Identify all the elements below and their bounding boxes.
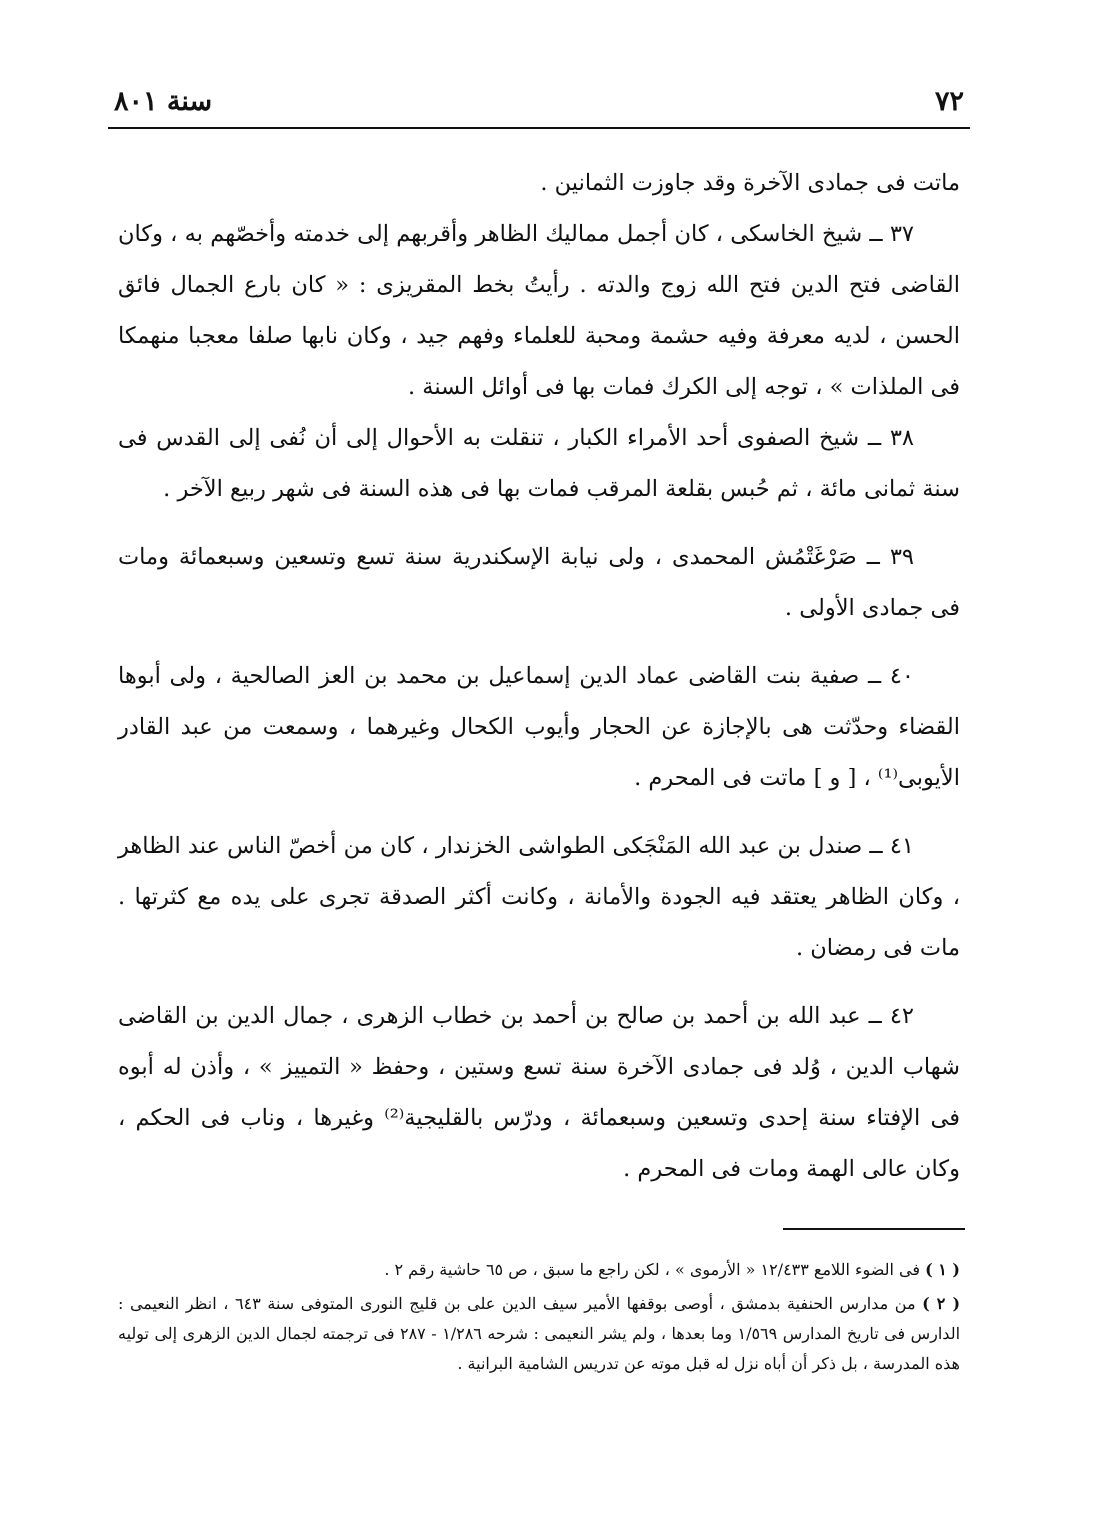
main-text — [118, 158, 960, 1195]
page-header — [108, 82, 970, 128]
footnote-number: ( ٢ ) — [922, 1294, 961, 1313]
footnote-1 — [118, 1255, 960, 1285]
footnote-rule — [783, 1228, 965, 1230]
footnote-text: من مدارس الحنفية بدمشق ، أوصى بوقفها الأمير سيف الدين على بن قليج النورى المتوفى سنة ٦٤٣ ، انظر النعيمى : الدارس فى تاريخ المدارس ١/٥٦٩ وما بعدها ، ولم يشر النعيمى : شرحه ١/٢٨٦ - ٢٨٧ فى ترجمته لجمال الدين الزهرى إلى توليه هذه المدرسة ، بل ذكر أن أباه نزل له قبل موته عن تدريس الشامية البرانية . — [118, 1294, 961, 1373]
entry-37: ٣٧ ــ شيخ الخاسكى ، كان أجمل مماليك الظاهر وأقربهم إلى خدمته وأخصّهم به ، وكان القاضى فتح الدين فتح الله زوج والدته . رأيتُ بخط المقريزى : « كان بارع الجمال فائق الحسن ، لديه معرفة وفيه حشمة ومحبة للعلماء وفهم جيد ، وكان نابها صلفا معجبا منهمكا فى الملذات » ، توجه إلى الكرك فمات بها فى أوائل السنة . — [118, 221, 960, 400]
entry-40: ٤٠ ــ صفية بنت القاضى عماد الدين إسماعيل بن محمد بن العز الصالحية ، ولى أبوها القضاء وحدّثت هى بالإجازة عن الحجار وأيوب الكحال وغيرهما ، وسمعت من عبد القادر الأيوبى⁽¹⁾ ، [ و ] ماتت فى المحرم . — [118, 663, 960, 791]
page-number: ٧٢ — [934, 86, 964, 117]
footnotes — [118, 1255, 960, 1383]
running-head-year: سنة ٨٠١ — [114, 86, 213, 117]
entry-41: ٤١ ــ صندل بن عبد الله المَنْجَكى الطواشى الخزندار ، كان من أخصّ الناس عند الظاهر ، وكان الظاهر يعتقد فيه الجودة والأمانة ، وكانت أكثر الصدقة تجرى على يده مع كثرتها . مات فى رمضان . — [118, 833, 960, 961]
entry-42: ٤٢ ــ عبد الله بن أحمد بن صالح بن أحمد بن خطاب الزهرى ، جمال الدين بن القاضى شهاب الدين ، وُلد فى جمادى الآخرة سنة تسع وستين ، وحفظ « التمييز » ، وأذن له أبوه فى الإفتاء سنة إحدى وتسعين وسبعمائة ، ودرّس بالقليجية⁽²⁾ وغيرها ، وناب فى الحكم ، وكان عالى الهمة ومات فى المحرم . — [118, 1003, 960, 1182]
entry-39: ٣٩ ــ صَرْغَتْمُش المحمدى ، ولى نيابة الإسكندرية سنة تسع وتسعين وسبعمائة ومات فى جمادى الأولى . — [118, 544, 960, 621]
paragraph-continuation: ماتت فى جمادى الآخرة وقد جاوزت الثمانين . — [540, 170, 960, 196]
footnote-number: ( ١ ) — [925, 1260, 960, 1279]
footnote-text: فى الضوء اللامع ١٢/٤٣٣ « الأرموى » ، لكن راجع ما سبق ، ص ٦٥ حاشية رقم ٢ . — [384, 1260, 921, 1279]
entry-38: ٣٨ ــ شيخ الصفوى أحد الأمراء الكبار ، تنقلت به الأحوال إلى أن نُفى إلى القدس فى سنة ثمانى مائة ، ثم حُبس بقلعة المرقب فمات بها فى هذه السنة فى شهر ربيع الآخر . — [118, 425, 960, 502]
footnote-2 — [118, 1289, 960, 1379]
header-rule — [108, 127, 970, 129]
